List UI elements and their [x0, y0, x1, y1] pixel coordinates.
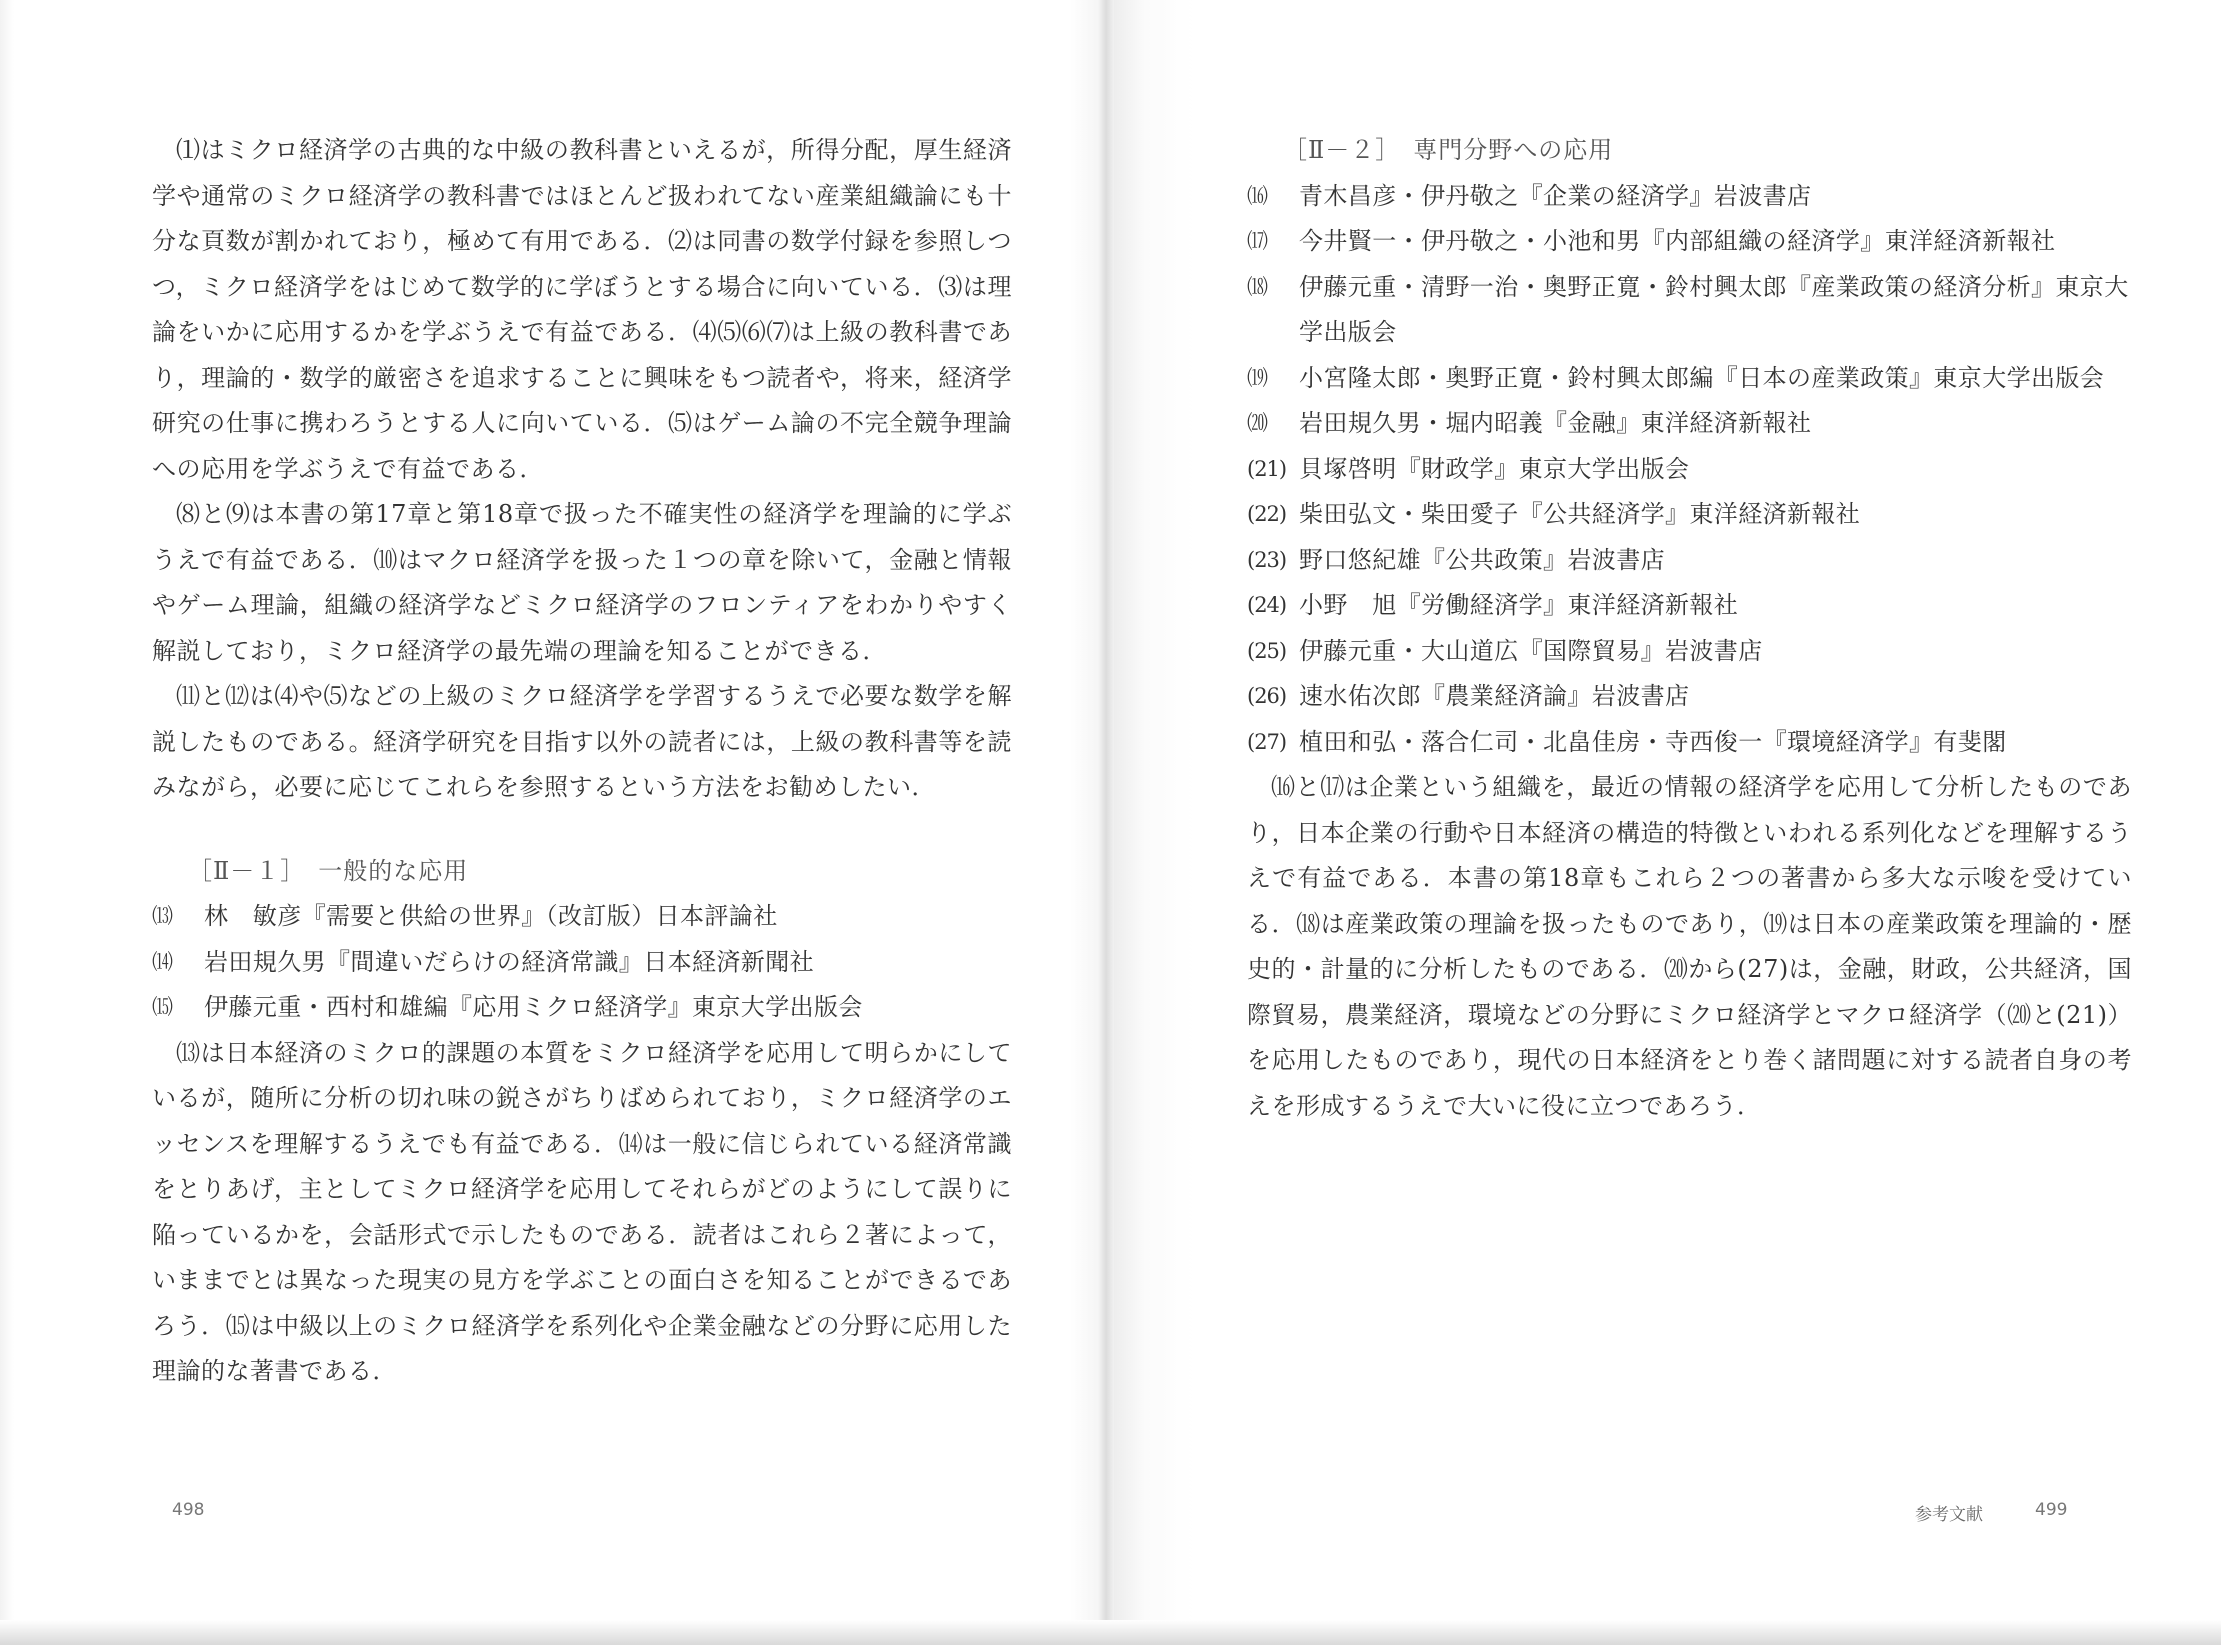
reference-number: (24) [1247, 593, 1287, 617]
right-page-content [1247, 128, 2132, 1129]
intro-paragraph-3: ⑾と⑿は⑷や⑸などの上級のミクロ経済学を学習するうえで必要な数学を解説したものである。経済学研究を目指す以外の読者には，上級の教科書等を読みながら，必要に応じてこれらを参照するという方法をお勧めしたい． [152, 682, 1012, 801]
reference-number: (23) [1247, 547, 1287, 572]
reference-text: 伊藤元重・西村和雄編『応用ミクロ経済学』東京大学出版会 [204, 993, 863, 1021]
reference-number: (26) [1247, 684, 1287, 708]
reference-list-specialized [1247, 174, 2132, 766]
reference-item [1247, 356, 2132, 402]
reference-number: ⒀ [152, 904, 172, 928]
running-head: 参考文献 [1915, 1505, 1983, 1525]
reference-item [152, 985, 1012, 1031]
reference-number: ⒆ [1247, 365, 1267, 390]
reference-text: 貝塚啓明『財政学』東京大学出版会 [1299, 454, 1690, 483]
reference-list-general [152, 894, 1012, 1031]
specialized-applications-commentary: ⒃と⒄は企業という組織を，最近の情報の経済学を応用して分析したものであり，日本企業の行動や日本経済の構造的特徴といわれる系列化などを理解するうえで有益である．本書の第18章もこれら２つの著書から多大な示唆を受けている．⒅は産業政策の理論を扱ったものであり，⒆は日本の産業政策を理論的・歴史的・計量的に分析したものである．⒇から(27)は，金融，財政，公共経済，国際貿易，農業経済，環境などの分野にミクロ経済学とマクロ経済学（⒇と(21)）を応用したものであり，現代の日本経済をとり巻く諸問題に対する読者自身の考えを形成するうえで大いに役に立つであろう． [1247, 773, 2132, 1120]
reference-number: ⒄ [1247, 229, 1267, 253]
reference-number: (25) [1247, 638, 1287, 663]
page-number-left: 498 [172, 1500, 205, 1520]
intro-paragraph-2: ⑻と⑼は本書の第17章と第18章で扱った不確実性の経済学を理論的に学ぶうえで有益である．⑽はマクロ経済学を扱った１つの章を除いて，金融と情報やゲーム理論，組織の経済学などミクロ経済学のフロンティアをわかりやすく解説しており，ミクロ経済学の最先端の理論を知ることができる． [152, 500, 1012, 665]
right-page [1105, 0, 2221, 1645]
reference-item [1247, 583, 2132, 629]
reference-text: 植田和弘・落合仁司・北畠佳房・寺西俊一『環境経済学』有斐閣 [1299, 727, 2007, 756]
reference-number: ⒃ [1247, 183, 1267, 208]
reference-item [152, 940, 1012, 986]
reference-number: ⒁ [152, 949, 172, 974]
reference-item [1247, 492, 2132, 538]
reference-text: 小野 旭『労働経済学』東洋経済新報社 [1299, 591, 1739, 619]
reference-item [1247, 720, 2132, 766]
reference-item [1247, 674, 2132, 720]
reference-text: 小宮隆太郎・奥野正寛・鈴村興太郎編『日本の産業政策』東京大学出版会 [1299, 363, 2105, 392]
reference-number: ⒂ [152, 995, 172, 1019]
intro-paragraph-1: ⑴はミクロ経済学の古典的な中級の教科書といえるが，所得分配，厚生経済学や通常のミクロ経済学の教科書ではほとんど扱われてない産業組織論にも十分な頁数が割かれており，極めて有用である．⑵は同書の数学付録を参照しつつ，ミクロ経済学をはじめて数学的に学ぼうとする場合に向いている．⑶は理論をいかに応用するかを学ぶうえで有益である．⑷⑸⑹⑺は上級の教科書であり，理論的・数学的厳密さを追求することに興味をもつ読者や，将来，経済学研究の仕事に携わろうとする人に向いている．⑸はゲーム論の不完全競争理論への応用を学ぶうえで有益である． [152, 136, 1012, 483]
reference-item [1247, 174, 2132, 220]
general-applications-commentary: ⒀は日本経済のミクロ的課題の本質をミクロ経済学を応用して明らかにしているが，随所に分析の切れ味の鋭さがちりばめられており，ミクロ経済学のエッセンスを理解するうえでも有益である．⒁は一般に信じられている経済常識をとりあげ，主としてミクロ経済学を応用してそれらがどのようにして誤りに陥っているかを，会話形式で示したものである．読者はこれら２著によって，いままでとは異なった現実の見方を学ぶことの面白さを知ることができるであろう．⒂は中級以上のミクロ経済学を系列化や企業金融などの分野に応用した理論的な著書である． [152, 1038, 1012, 1385]
left-page-content [152, 128, 1012, 1395]
reference-item [152, 894, 1012, 940]
reference-number: (27) [1247, 729, 1287, 754]
reference-item [1247, 629, 2132, 675]
reference-number: (22) [1247, 502, 1287, 526]
reference-text: 野口悠紀雄『公共政策』岩波書店 [1299, 545, 1665, 574]
reference-text: 青木昌彦・伊丹敬之『企業の経済学』岩波書店 [1299, 181, 1812, 210]
reference-text: 岩田規久男『間違いだらけの経済常識』日本経済新聞社 [204, 947, 814, 976]
reference-number: ⒇ [1247, 411, 1267, 435]
reference-number: ⒅ [1247, 274, 1267, 299]
reference-text: 伊藤元重・清野一治・奥野正寛・鈴村興太郎『産業政策の経済分析』東京大学出版会 [1299, 272, 2129, 346]
left-page [0, 0, 1105, 1645]
section-spacer [152, 811, 1012, 849]
section-heading-specialized-applications: ［Ⅱ－２］ 専門分野への応用 [1283, 136, 1614, 164]
section-heading-general-applications: ［Ⅱ－１］ 一般的な応用 [188, 856, 469, 885]
reference-item [1247, 538, 2132, 584]
reference-item [1247, 401, 2132, 447]
bottom-edge-shadow [0, 1620, 2221, 1645]
reference-number: (21) [1247, 456, 1287, 481]
book-gutter [1098, 0, 1114, 1645]
reference-text: 伊藤元重・大山道広『国際貿易』岩波書店 [1299, 636, 1763, 665]
page-number-right: 499 [2035, 1500, 2068, 1520]
reference-item [1247, 219, 2132, 265]
reference-text: 林 敏彦『需要と供給の世界』（改訂版）日本評論社 [204, 902, 778, 930]
reference-text: 柴田弘文・柴田愛子『公共経済学』東洋経済新報社 [1299, 500, 1861, 528]
reference-text: 今井賢一・伊丹敬之・小池和男『内部組織の経済学』東洋経済新報社 [1299, 227, 2056, 255]
reference-item [1247, 447, 2132, 493]
reference-text: 岩田規久男・堀内昭義『金融』東洋経済新報社 [1299, 409, 1812, 437]
reference-item [1247, 265, 2132, 356]
reference-text: 速水佑次郎『農業経済論』岩波書店 [1299, 682, 1690, 710]
